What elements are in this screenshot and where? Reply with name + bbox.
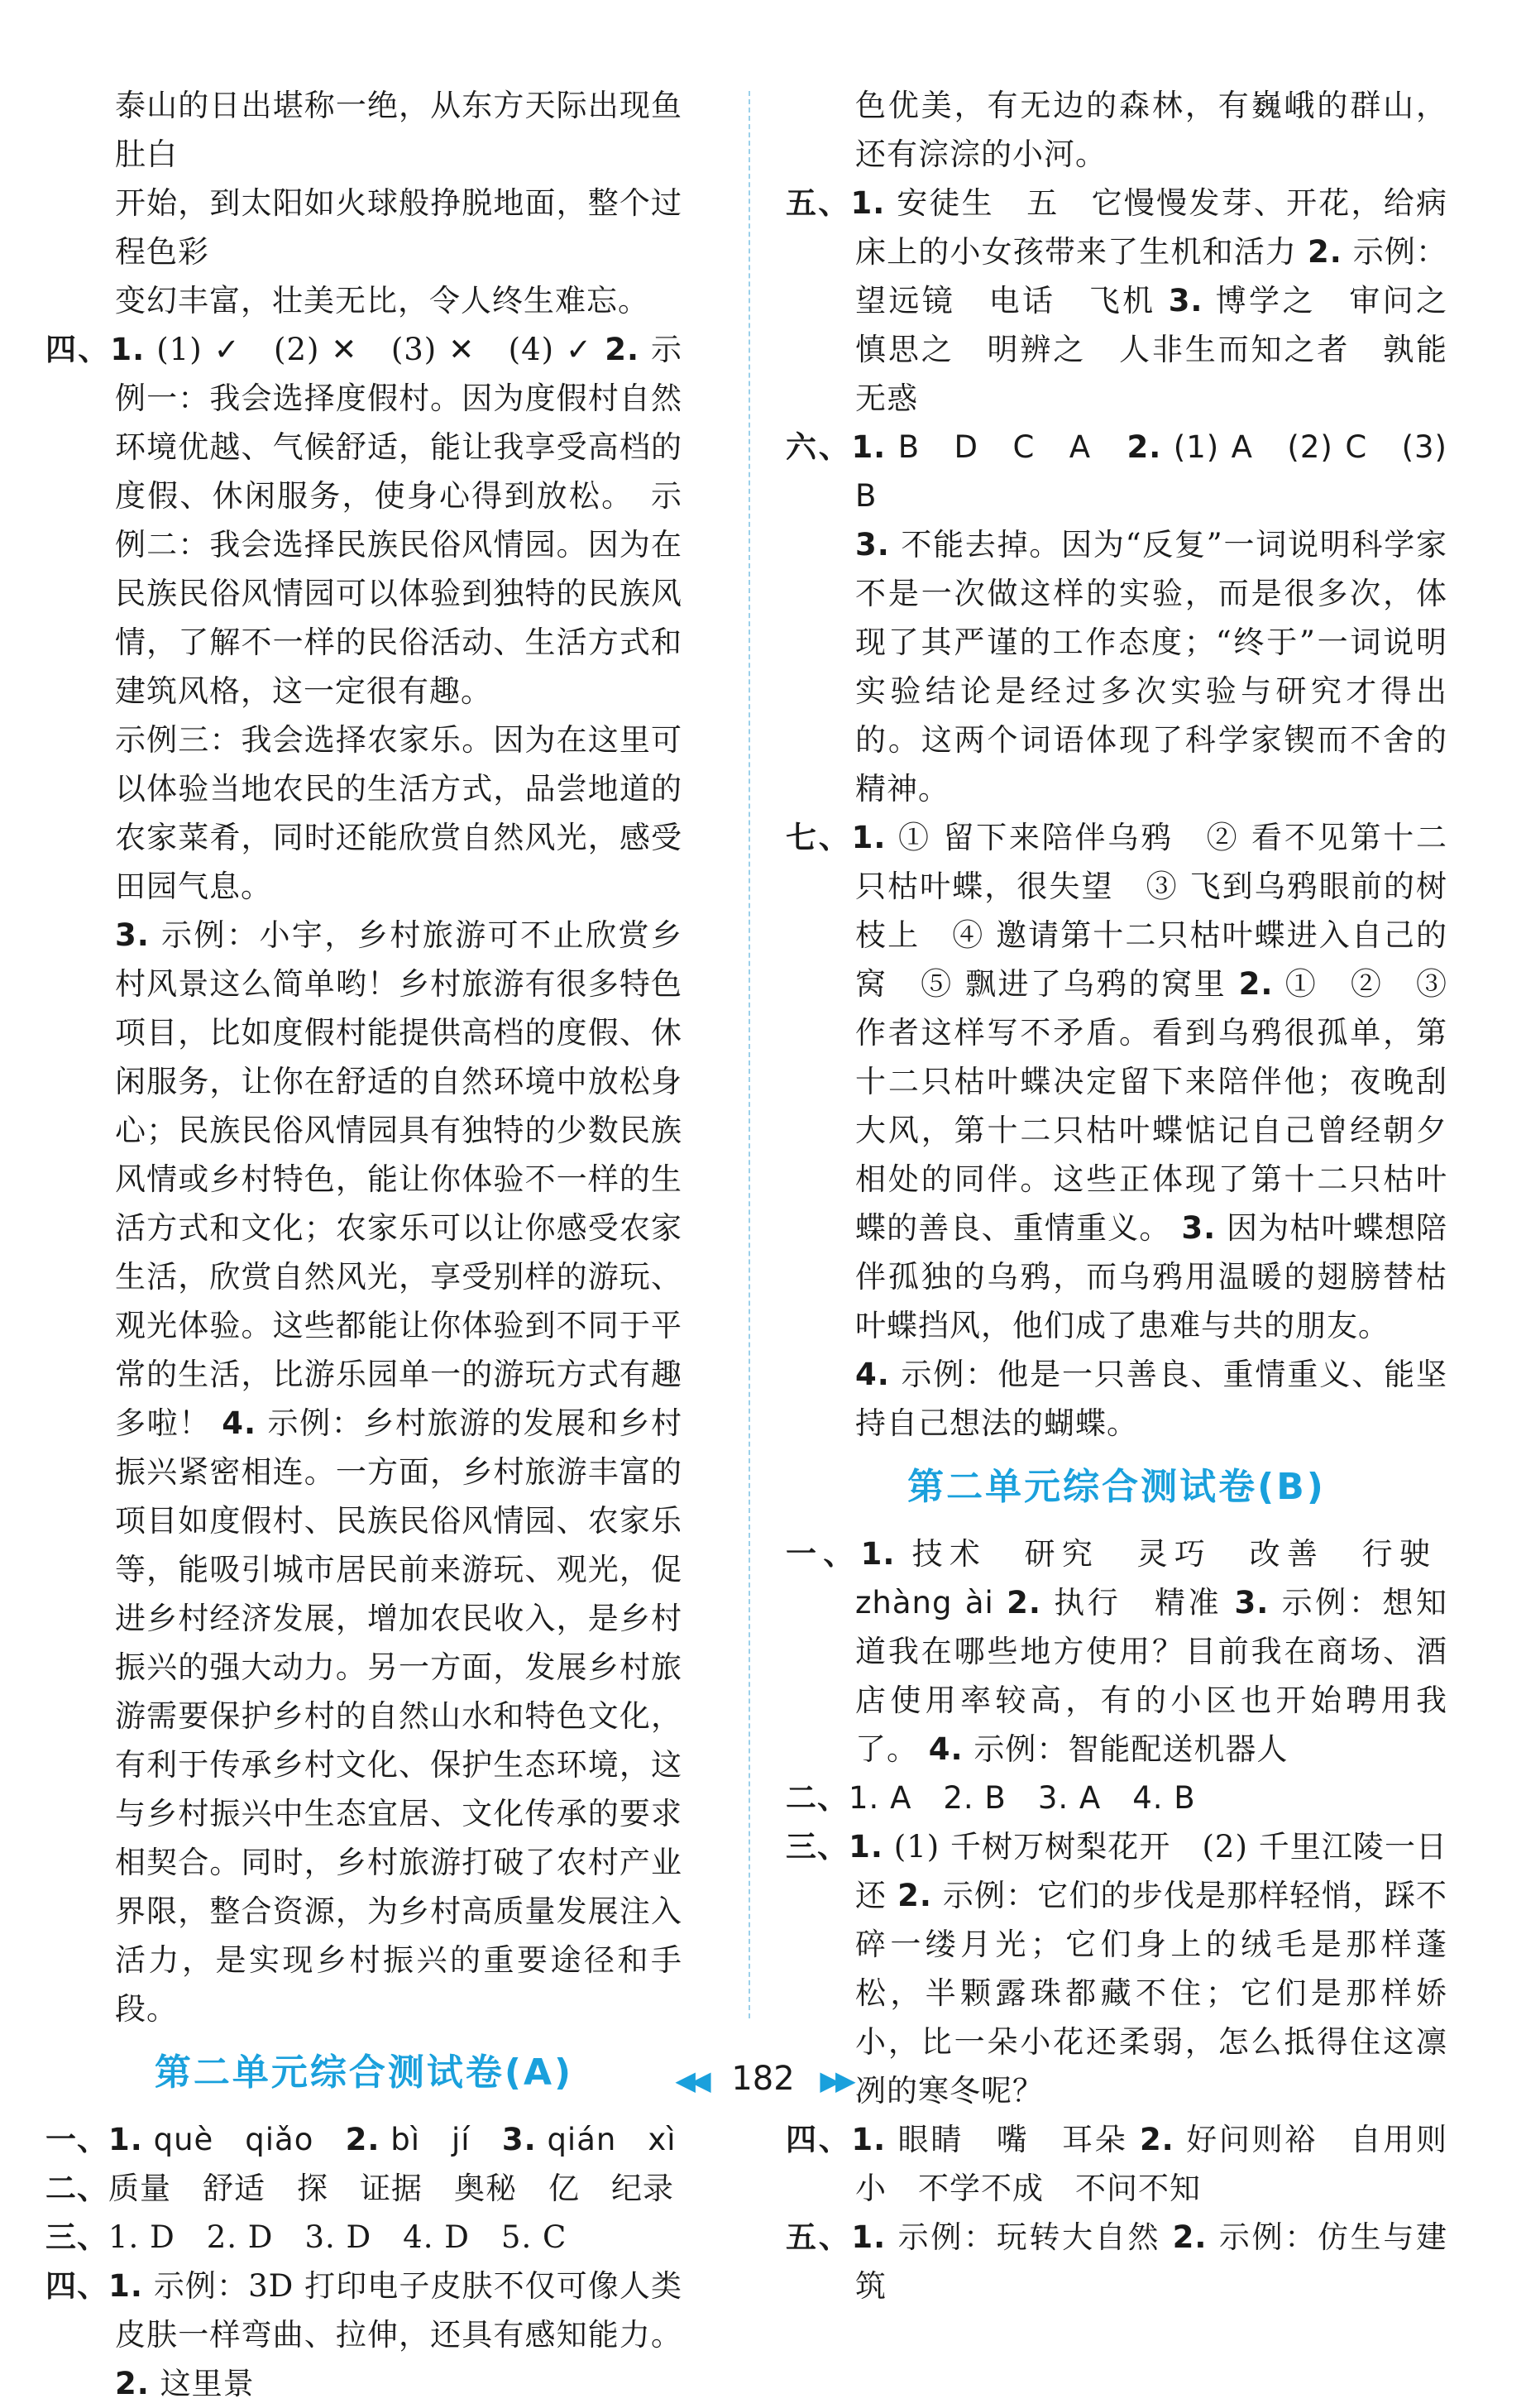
next-arrows-icon: ▶▶ [820,2065,851,2096]
prev-arrows-icon: ◀◀ [675,2065,706,2096]
question-number: 3. [501,2122,537,2157]
answer-text: (1) 千树万树梨花开 (2) 千里江陵一日还 [855,1829,1448,1913]
answer-text: 不能去掉。因为“反复”一词说明科学家不是一次做这样的实验，而是很多次，体现了其严谨的工作态度；“终于”一词说明实验结论是经过多次实验与研究才得出的。这两个词语体现了科学家锲而不舍的精神。 [855,527,1447,807]
question-number: 2. [1127,429,1162,465]
question-number: 1. [851,2219,887,2255]
answer-text: 示例：想知道我在哪些地方使用？目前我在商场、酒店使用率较高，有的小区也开始聘用我了。 [855,1585,1448,1767]
B-section-1 [786,1530,1447,1774]
answer-text: ① 留下来陪伴乌鸦 ② 看不见第十二只枯叶蝶，很失望 ③ 飞到乌鸦眼前的树枝上 ④ 邀请第十二只枯叶蝶进入自己的窝 ⑤ 飘进了乌鸦的窝里 [855,820,1447,1002]
question-number: 2. [1172,2219,1208,2255]
answer-text: 技术 研究 灵巧 改善 行驶 [911,1536,1438,1572]
section-7-answers [786,813,1479,1350]
section-4-answers [45,325,682,716]
answer-text: 示例：玩转大自然 [897,2219,1161,2255]
section-label: 一、 [45,2122,108,2157]
intro-line: 开始，到太阳如火球般挣脱地面，整个过程色彩 [115,185,682,270]
answer-text: 示例：智能配送机器人 [973,1731,1289,1767]
answer-text: 示例：3D 打印电子皮肤不仅可像人类皮肤一样弯曲、拉伸，还具有感知能力。 [115,2268,683,2353]
question-number: 3. [1181,1210,1217,1246]
question-number: 1. [851,820,887,855]
pinyin-answer: què qiǎo [153,2122,314,2157]
A-section-2 [45,2164,682,2213]
answer-paragraph [45,716,682,911]
answer-text: 示例三：我会选择农家乐。因为在这里可以体验当地农民的生活方式，品尝地道的农家菜肴，同时还能欣赏自然风光，感受田园气息。 [115,722,682,904]
B-section-2 [786,1774,1447,1822]
section-5-answers [786,179,1480,423]
section-label: 一、 [786,1536,861,1572]
answer-text: 博学之 审问之 慎思之 明辨之 人非生而知之者 孰能无惑 [855,283,1480,416]
section-label: 三、 [786,1829,849,1865]
answer-text: 执行 精准 [1054,1585,1222,1620]
question-number: 3. [115,917,150,953]
answer-text: 安徒生 五 它慢慢发芽、开花，给病床上的小女孩带来了生机和活力 [855,185,1448,270]
pinyin-answer: qián xì [547,2122,677,2157]
B-section-4 [786,2115,1447,2213]
question-number: 1. [850,185,886,221]
question-number: 1. [851,429,887,465]
question-number: 2. [897,1878,932,1913]
answer-paragraph [786,1350,1447,1448]
answer-text: 示例：他是一只善良、重情重义、能坚持自己想法的蝴蝶。 [855,1357,1447,1441]
question-number: 4. [928,1731,964,1767]
answer-paragraph [786,520,1447,813]
section-label: 四、 [786,2122,852,2157]
answer-text: 示例：小宇，乡村旅游可不止欣赏乡村风景这么简单哟！乡村旅游有很多特色项目，比如度假村能提供高档的度假、休闲服务，让你在舒适的自然环境中放松身心；民族民俗风情园具有独特的少数民族风情或乡村特色，能让你体验不一样的生活方式和文化；农家乐可以让你感受农家生活，欣赏自然风光，享受别样的游玩、观光体验。这些都能让你体验到不同于平常的生活，比游乐园单一的游玩方式有趣多啦！ [115,917,683,1441]
question-number: 2. [115,2366,150,2401]
column-divider [749,91,750,2018]
A-section-3 [45,2213,682,2262]
answer-text: 示例一：我会选择度假村。因为度假村自然环境优越、气候舒适，能让我享受高档的度假、休闲服务，使身心得到放松。 示例二：我会选择民族民俗风情园。因为在民族民俗风情园可以体验到独特的民族风情，了解不一样的民俗活动、生活方式和建筑风格，这一定很有趣。 [115,332,683,709]
answer-text: 示例：乡村旅游的发展和乡村振兴紧密相连。一方面，乡村旅游丰富的项目如度假村、民族民俗风情园、农家乐等，能吸引城市居民前来游玩、观光，促进乡村经济发展，增加农民收入，是乡村振兴的强大动力。另一方面，发展乡村旅游需要保护乡村的自然山水和特色文化，有利于传承乡村文化、保护生态环境，这与乡村振兴中生态宜居、文化传承的要求相契合。同时，乡村旅游打破了农村产业界限，整合资源，为乡村高质量发展注入活力，是实现乡村振兴的重要途径和手段。 [115,1405,683,2027]
answer-text: 好问则裕 自用则小 不学不成 不问不知 [855,2122,1448,2206]
answer-text: 1. D 2. D 3. D 4. D 5. C [108,2219,567,2255]
section-label: 四、 [45,332,111,367]
answer-text: (1) ✓ (2) ✕ (3) ✕ (4) ✓ [156,332,594,367]
page-number: 182 [731,2060,795,2098]
question-number: 1. [110,332,146,367]
answer-paragraph [45,911,682,2033]
pinyin-answer: zhàng ài [855,1585,994,1620]
question-number: 2. [605,332,640,367]
section-label: 四、 [45,2268,109,2304]
B-section-5 [786,2213,1447,2310]
section-label: 五、 [786,2219,852,2255]
section-label: 二、 [786,1780,849,1816]
answer-text: 示例：它们的步伐是那样轻悄，踩不碎一缕月光；它们身上的绒毛是那样蓬松，半颗露珠都藏不住；它们是那样娇小，比一朵小花还柔弱，怎么抵得住这凛冽的寒冬呢？ [855,1878,1448,2109]
question-number: 1. [851,2122,887,2157]
intro-line: 泰山的日出堪称一绝，从东方天际出现鱼肚白 [115,88,682,172]
question-number: 3. [855,527,890,563]
question-number: 3. [1168,283,1203,318]
section-label: 二、 [45,2171,108,2206]
section-label: 五、 [786,185,851,221]
answer-text: ① ② ③ 作者这样写不矛盾。看到乌鸦很孤单，第十二只枯叶蝶决定留下来陪伴他；夜晚刮大风，第十二只枯叶蝶惦记自己曾经朝夕相处的同伴。这些正体现了第十二只枯叶蝶的善良、重情重义。 [855,966,1479,1246]
answer-text: 因为枯叶蝶想陪伴孤独的乌鸦，而乌鸦用温暖的翅膀替枯叶蝶挡风，他们成了患难与共的朋友。 [855,1210,1448,1343]
question-number: 3. [1234,1585,1270,1620]
question-number: 2. [1308,234,1342,270]
section-label: 六、 [786,429,852,465]
question-number: 1. [860,1536,896,1572]
intro-line: 变幻丰富，壮美无比，令人终生难忘。 [115,283,649,318]
question-number: 2. [1238,966,1274,1002]
answer-text: B D C A [897,429,1092,465]
question-number: 4. [222,1405,257,1441]
answer-text: 眼睛 嘴 耳朵 [897,2122,1128,2157]
answer-text: 示例：仿生与建筑 [855,2219,1448,2304]
intro-paragraph [45,81,682,325]
answer-text: 1. A 2. B 3. A 4. B [849,1780,1196,1816]
question-number: 1. [108,2268,143,2304]
answer-text: 色优美，有无边的森林，有巍峨的群山，还有淙淙的小河。 [855,88,1447,172]
section-title-b: 第二单元综合测试卷(B) [907,1466,1326,1508]
section-6-answers [786,423,1447,520]
question-number: 2. [1139,2122,1174,2157]
question-number: 2. [1007,1585,1041,1620]
A-section-1 [45,2115,682,2164]
page-footer [0,2060,1526,2098]
answer-text: 这里景 [160,2366,255,2401]
question-number: 1. [108,2122,143,2157]
answer-text: (1) A (2) C (3) B [855,429,1447,514]
right-column [786,81,1480,2310]
section-label: 七、 [786,820,852,855]
question-number: 4. [855,1357,890,1392]
pinyin-answer: bì jí [390,2122,471,2157]
A-section-4 [45,2262,682,2408]
answer-text: 质量 舒适 探 证据 奥秘 亿 纪录 [108,2171,674,2206]
section-label: 三、 [45,2219,108,2255]
answer-text: 示例：望远镜 电话 飞机 [855,234,1448,318]
continued-paragraph [786,81,1447,179]
question-number: 1. [849,1829,883,1865]
section-title-a: 第二单元综合测试卷(A) [154,2051,574,2094]
question-number: 2. [345,2122,380,2157]
